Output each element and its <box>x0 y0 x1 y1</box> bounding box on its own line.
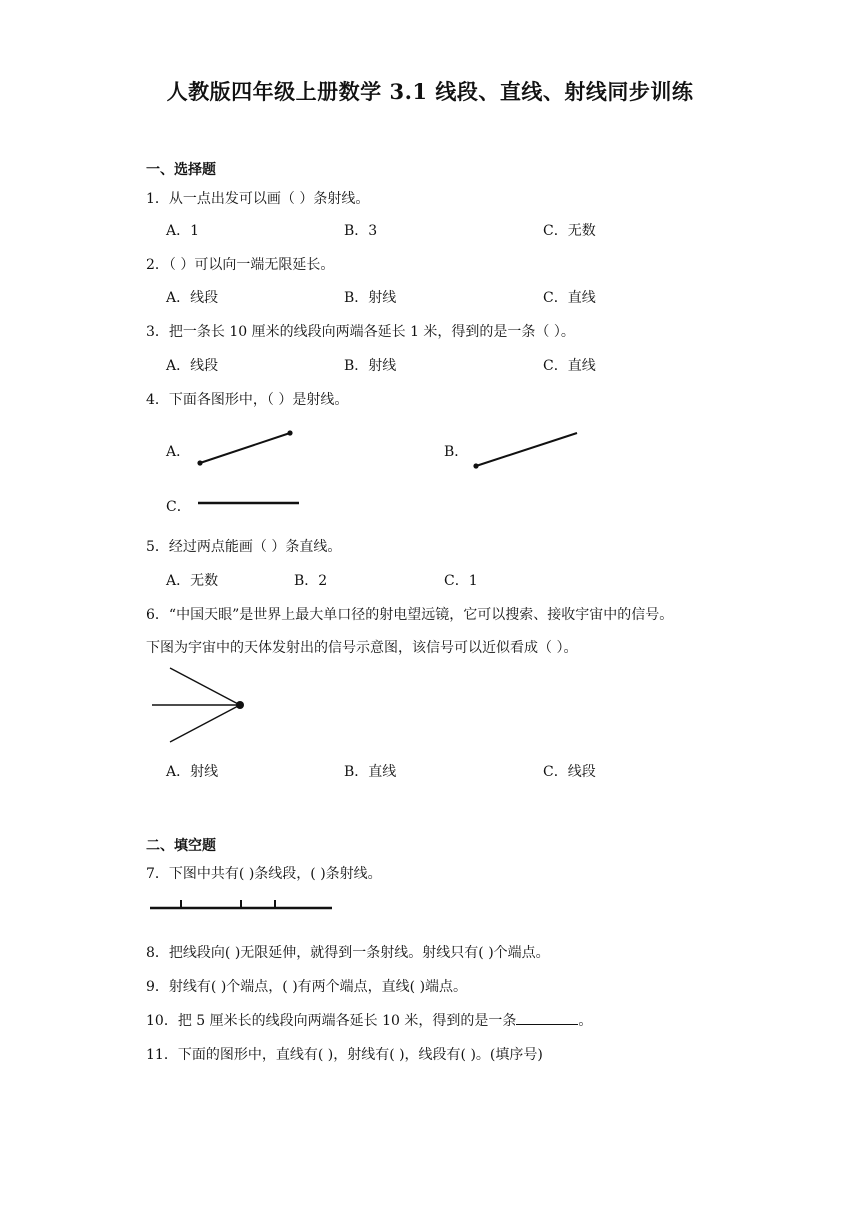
question-8: 8．把线段向( )无限延伸，就得到一条射线。射线只有( )个端点。 <box>146 945 550 961</box>
q2-option-a[interactable]: A．线段 <box>166 290 219 306</box>
question-5: 5．经过两点能画（ ）条直线。 <box>146 539 342 555</box>
page-title: 人教版四年级上册数学 3.1 线段、直线、射线同步训练 <box>166 79 694 104</box>
q5-option-c[interactable]: C．1 <box>444 573 478 589</box>
question-6-line-2: 下图为宇宙中的天体发射出的信号示意图，该信号可以近似看成（ ）。 <box>146 640 578 656</box>
q3-option-a[interactable]: A．线段 <box>166 358 219 374</box>
section-heading-fill: 二、填空题 <box>146 838 216 854</box>
q5-option-a[interactable]: A．无数 <box>166 573 219 589</box>
q4-option-c[interactable]: C． <box>166 499 191 515</box>
question-10 <box>146 1010 592 1030</box>
q1-option-c[interactable]: C．无数 <box>543 223 596 239</box>
q4-option-b[interactable]: B． <box>444 444 469 460</box>
q2-option-c[interactable]: C．直线 <box>543 290 596 306</box>
question-10-end: 。 <box>578 1013 593 1029</box>
q6-option-a[interactable]: A．射线 <box>166 764 219 780</box>
question-2: 2．（ ）可以向一端无限延长。 <box>146 257 335 273</box>
section-heading-choice: 一、选择题 <box>146 162 216 178</box>
q1-option-a[interactable]: A．1 <box>166 223 200 239</box>
question-3: 3．把一条长 10 厘米的线段向两端各延长 1 米，得到的是一条（ ）。 <box>146 324 575 340</box>
q5-option-b[interactable]: B．2 <box>294 573 328 589</box>
question-9: 9．射线有( )个端点，( )有两个端点，直线( )端点。 <box>146 979 468 995</box>
question-10-text: 10．把 5 厘米长的线段向两端各延长 10 米，得到的是一条 <box>146 1013 517 1029</box>
q10-answer-blank[interactable] <box>516 1010 578 1025</box>
q6-option-c[interactable]: C．线段 <box>543 764 596 780</box>
question-7: 7．下图中共有( )条线段，( )条射线。 <box>146 866 382 882</box>
question-4: 4．下面各图形中，（ ）是射线。 <box>146 392 349 408</box>
question-6-line-1: 6．“中国天眼”是世界上最大单口径的射电望远镜，它可以搜索、接收宇宙中的信号。 <box>146 607 674 623</box>
q3-option-b[interactable]: B．射线 <box>344 358 397 374</box>
q6-option-b[interactable]: B．直线 <box>344 764 397 780</box>
q2-option-b[interactable]: B．射线 <box>344 290 397 306</box>
q1-option-b[interactable]: B．3 <box>344 223 378 239</box>
question-1: 1．从一点出发可以画（ ）条射线。 <box>146 191 370 207</box>
q3-option-c[interactable]: C．直线 <box>543 358 596 374</box>
question-11: 11．下面的图形中，直线有( )，射线有( )，线段有( )。(填序号) <box>146 1047 543 1063</box>
q4-option-a[interactable]: A． <box>166 444 191 460</box>
